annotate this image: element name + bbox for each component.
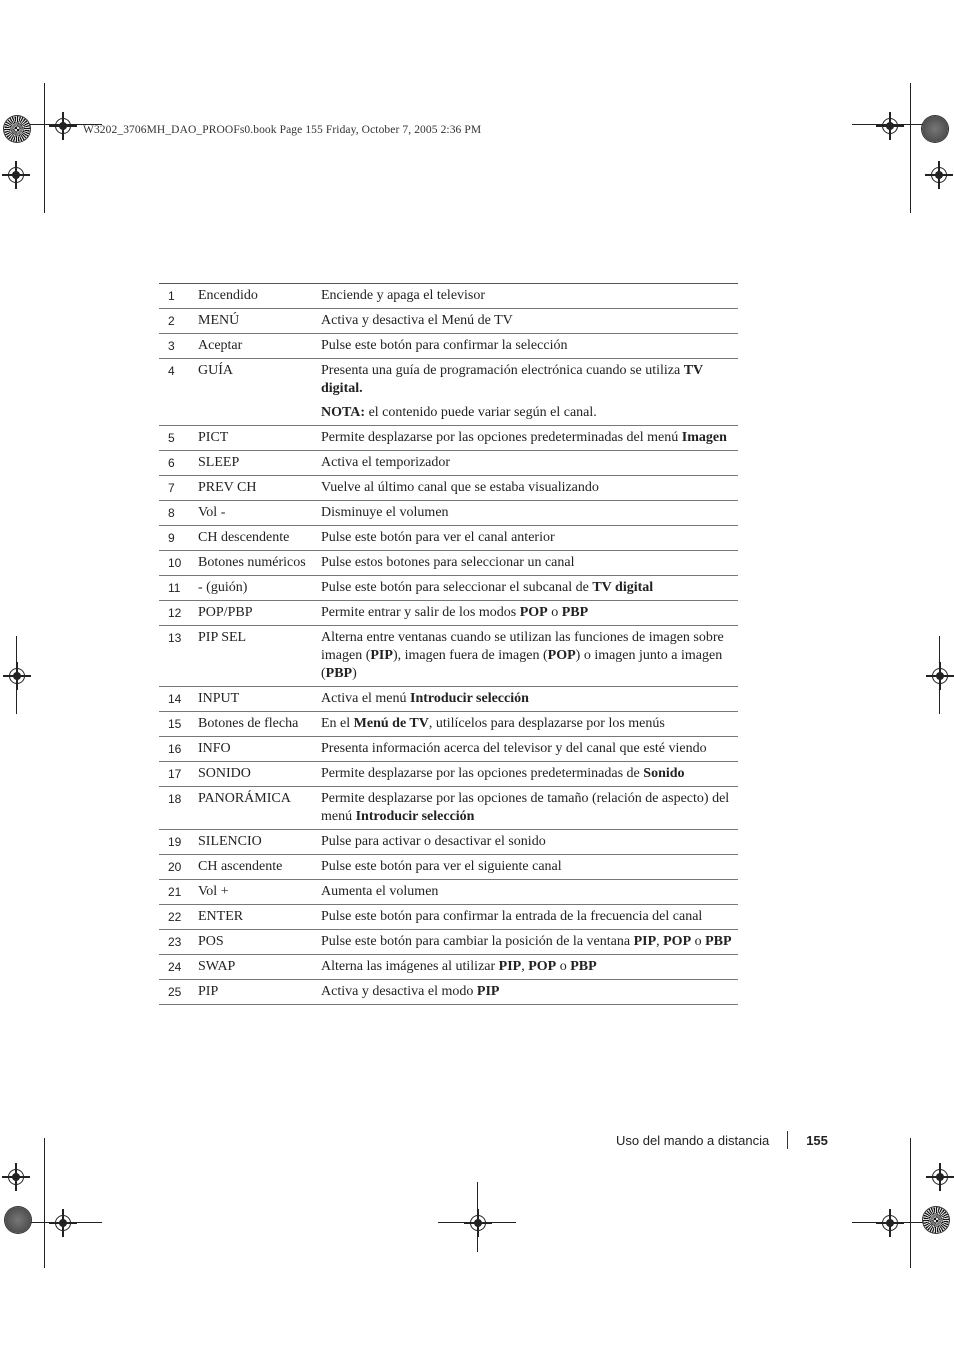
row-number: 18 xyxy=(168,792,182,806)
crosshair-icon xyxy=(882,1215,898,1231)
button-name: CH descendente xyxy=(198,530,290,545)
table-row xyxy=(159,980,738,1005)
table-row xyxy=(159,551,738,576)
table-row xyxy=(159,855,738,880)
table-row xyxy=(159,359,738,426)
row-number: 21 xyxy=(168,885,182,899)
crosshair-icon xyxy=(9,668,25,684)
row-number: 13 xyxy=(168,631,182,645)
button-description: Presenta información acerca del televisor y del canal que esté viendo xyxy=(321,741,707,756)
table-row xyxy=(159,737,738,762)
button-name: ENTER xyxy=(198,909,244,924)
button-description: Pulse este botón para ver el siguiente canal xyxy=(321,859,562,874)
table-row xyxy=(159,476,738,501)
button-name: GUÍA xyxy=(198,363,233,378)
row-number: 10 xyxy=(168,556,182,570)
crosshair-icon xyxy=(882,118,898,134)
table-row xyxy=(159,601,738,626)
button-name: Botones numéricos xyxy=(198,555,306,570)
table-row xyxy=(159,930,738,955)
remote-buttons-table xyxy=(159,283,738,1005)
button-name: PICT xyxy=(198,430,229,445)
table-row xyxy=(159,787,738,830)
button-description: Pulse este botón para ver el canal anterior xyxy=(321,530,555,545)
button-name: MENÚ xyxy=(198,313,240,328)
table-row xyxy=(159,905,738,930)
button-description: Pulse estos botones para seleccionar un canal xyxy=(321,555,575,570)
crosshair-icon xyxy=(8,1169,24,1185)
button-description: Pulse este botón para confirmar la selección xyxy=(321,338,568,353)
crosshair-icon xyxy=(8,167,24,183)
button-description: Pulse para activar o desactivar el sonido xyxy=(321,834,546,849)
button-description: Pulse este botón para seleccionar el subcanal de TV digital xyxy=(321,580,654,595)
button-name: SILENCIO xyxy=(198,834,262,849)
crosshair-icon xyxy=(55,118,71,134)
table-row xyxy=(159,309,738,334)
row-number: 24 xyxy=(168,960,182,974)
button-name: Encendido xyxy=(198,288,258,303)
registration-target-icon xyxy=(5,1207,31,1233)
button-description: Pulse este botón para confirmar la entrada de la frecuencia del canal xyxy=(321,909,703,924)
row-number: 20 xyxy=(168,860,182,874)
row-number: 6 xyxy=(168,456,175,470)
table-row xyxy=(159,526,738,551)
button-description: Alterna las imágenes al utilizar PIP, POP o PBP xyxy=(321,959,597,974)
button-name: Vol + xyxy=(198,884,229,899)
row-number: 19 xyxy=(168,835,182,849)
button-name: SLEEP xyxy=(198,455,240,470)
button-description: Activa y desactiva el modo PIP xyxy=(321,984,500,999)
table-row xyxy=(159,284,738,309)
crosshair-icon xyxy=(931,167,947,183)
registration-target-icon xyxy=(4,116,30,142)
button-description: Activa el menú Introducir selección xyxy=(321,691,529,706)
button-name: SONIDO xyxy=(198,766,251,781)
table-row xyxy=(159,501,738,526)
button-name: POP/PBP xyxy=(198,605,253,620)
table-row xyxy=(159,955,738,980)
row-number: 9 xyxy=(168,531,175,545)
button-name: Vol - xyxy=(198,505,226,520)
row-number: 25 xyxy=(168,985,182,999)
button-description: Disminuye el volumen xyxy=(321,505,449,520)
table-row xyxy=(159,880,738,905)
button-description: Permite entrar y salir de los modos POP o PBP xyxy=(321,605,589,620)
button-name: - (guión) xyxy=(198,580,248,595)
table-row xyxy=(159,451,738,476)
button-name: Aceptar xyxy=(198,338,243,353)
registration-target-icon xyxy=(922,116,948,142)
table-row xyxy=(159,762,738,787)
row-number: 16 xyxy=(168,742,182,756)
table-row xyxy=(159,830,738,855)
button-name: POS xyxy=(198,934,224,949)
button-name: Botones de flecha xyxy=(198,716,299,731)
print-file-info: W3202_3706MH_DAO_PROOFs0.book Page 155 Friday, October 7, 2005 2:36 PM xyxy=(83,124,482,136)
row-number: 5 xyxy=(168,431,175,445)
button-description: Activa el temporizador xyxy=(321,455,451,470)
button-description: Pulse este botón para cambiar la posición de la ventana PIP, POP o PBP xyxy=(321,934,732,949)
button-description: Permite desplazarse por las opciones de tamaño (relación de aspecto) del menú Introducir selección xyxy=(321,791,730,824)
crosshair-icon xyxy=(932,1169,948,1185)
row-number: 3 xyxy=(168,339,175,353)
table-row xyxy=(159,334,738,359)
row-number: 17 xyxy=(168,767,182,781)
button-name: CH ascendente xyxy=(198,859,283,874)
row-number: 1 xyxy=(168,289,175,303)
table-row xyxy=(159,712,738,737)
button-name: PREV CH xyxy=(198,480,257,495)
button-description: En el Menú de TV, utilícelos para desplazarse por los menús xyxy=(321,716,665,731)
button-name: INPUT xyxy=(198,691,240,706)
row-number: 14 xyxy=(168,692,182,706)
crosshair-icon xyxy=(932,668,948,684)
button-description: Presenta una guía de programación electrónica cuando se utiliza TV digital. NOTA: el contenido puede variar según el canal. xyxy=(321,363,703,420)
row-number: 22 xyxy=(168,910,182,924)
row-number: 15 xyxy=(168,717,182,731)
button-description: Alterna entre ventanas cuando se utilizan las funciones de imagen sobre imagen (PIP), imagen fuera de imagen (POP) o imagen junto a imagen (PBP) xyxy=(321,630,724,681)
button-description: Aumenta el volumen xyxy=(321,884,439,899)
row-number: 4 xyxy=(168,364,175,378)
button-description: Activa y desactiva el Menú de TV xyxy=(321,313,513,328)
button-description: Vuelve al último canal que se estaba visualizando xyxy=(321,480,599,495)
footer-section-title: Uso del mando a distancia xyxy=(616,1132,770,1148)
crosshair-icon xyxy=(470,1215,486,1231)
button-description: Permite desplazarse por las opciones predeterminadas del menú Imagen xyxy=(321,430,727,445)
row-number: 7 xyxy=(168,481,175,495)
table-row xyxy=(159,576,738,601)
button-name: INFO xyxy=(198,741,231,756)
row-number: 23 xyxy=(168,935,182,949)
button-name: PIP SEL xyxy=(198,630,247,645)
row-number: 2 xyxy=(168,314,175,328)
page-footer xyxy=(616,1131,828,1149)
table-row xyxy=(159,426,738,451)
footer-divider xyxy=(787,1131,788,1149)
registration-target-icon xyxy=(923,1207,949,1233)
button-name: PANORÁMICA xyxy=(198,791,291,806)
row-number: 11 xyxy=(168,581,181,595)
button-name: PIP xyxy=(198,984,219,999)
button-description: Enciende y apaga el televisor xyxy=(321,288,486,303)
table-row xyxy=(159,626,738,687)
button-description: Permite desplazarse por las opciones predeterminadas de Sonido xyxy=(321,766,685,781)
button-name: SWAP xyxy=(198,959,236,974)
crosshair-icon xyxy=(55,1215,71,1231)
row-number: 12 xyxy=(168,606,182,620)
page-number: 155 xyxy=(806,1132,828,1148)
table-row xyxy=(159,687,738,712)
row-number: 8 xyxy=(168,506,175,520)
